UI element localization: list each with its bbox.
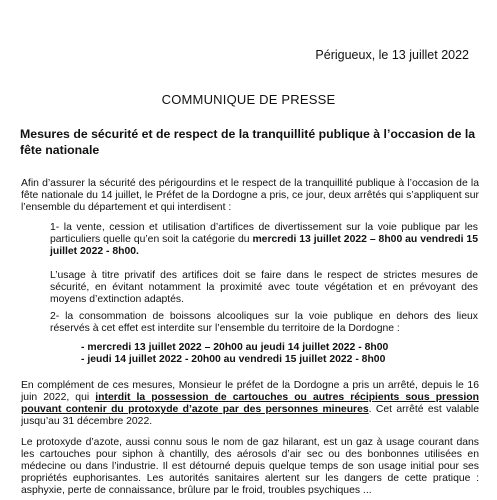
headline: Mesures de sécurité et de respect de la tranquillité publique à l’occasion de la fête nationale [20, 127, 476, 157]
item-2-paragraph: 2- la consommation de boissons alcooliques sur la voie publique en dehors des lieux réservés à cet effet est interdite sur l’ensemble du territoire de la Dordogne : [50, 311, 478, 335]
date-range-item: - mercredi 13 juillet 2022 – 20h00 au jeudi 14 juillet 2022 - 8h00 [81, 342, 389, 353]
usage-paragraph: L’usage à titre privatif des artifices doit se faire dans le respect de strictes mesures de sécurité, en évitant notamment la proximité avec toute végétation et en prévoyant des moyens d’extinction adaptés. [50, 270, 478, 306]
complement-paragraph [21, 380, 479, 428]
item-1-text: 1- la vente, cession et utilisation d’artifices de divertissement sur la voie publique par les particuliers quelle qu’en soit la catégorie du [50, 222, 478, 246]
intro-paragraph: Afin d’assurer la sécurité des périgourdins et le respect de la tranquillité publique à l’occasion de la fête nationale du 14 juillet, le Préfet de la Dordogne a pris, ce jour, deux arrêtés qui s’appliquent sur l’ensemble du département et qui interdisent : [21, 178, 479, 214]
complement-emphasis: interdit la possession de cartouches ou autres récipients sous pression pouvant contenir du protoxyde d’azote par des personnes mineures [21, 392, 479, 416]
date-range-item: - jeudi 14 juillet 2022 - 20h00 au vendredi 15 juillet 2022 - 8h00 [81, 354, 386, 366]
complement-text-before: En complément de ces mesures, Monsieur le préfet de la Dordogne a pris un arrêté, depuis le 16 juin 2022, qui [21, 380, 479, 404]
item-1-period: mercredi 13 juillet 2022 – 8h00 au vendredi 15 juillet 2022 - 8h00. [50, 234, 478, 258]
complement-text-after: . Cet arrêté est valable jusqu’au 31 décembre 2022. [21, 404, 479, 428]
document-title: COMMUNIQUE DE PRESSE [161, 92, 336, 107]
date-line: Périgueux, le 13 juillet 2022 [315, 48, 469, 62]
protoxyde-paragraph: Le protoxyde d’azote, aussi connu sous le nom de gaz hilarant, est un gaz à usage courant dans les cartouches pour siphon à chantilly, des aérosols d’air sec ou des bonbonnes utilisées en médecine ou dans l’industrie. Il est détourné depuis quelque temps de son usage initial pour ses propriétés euphorisantes. Les autorités sanitaires alertent sur les dangers de cette pratique : asphyxie, perte de connaissance, brûlure par le froid, troubles psychiques ... [21, 437, 479, 497]
item-1-paragraph [50, 222, 478, 258]
date-range-list [81, 342, 388, 366]
